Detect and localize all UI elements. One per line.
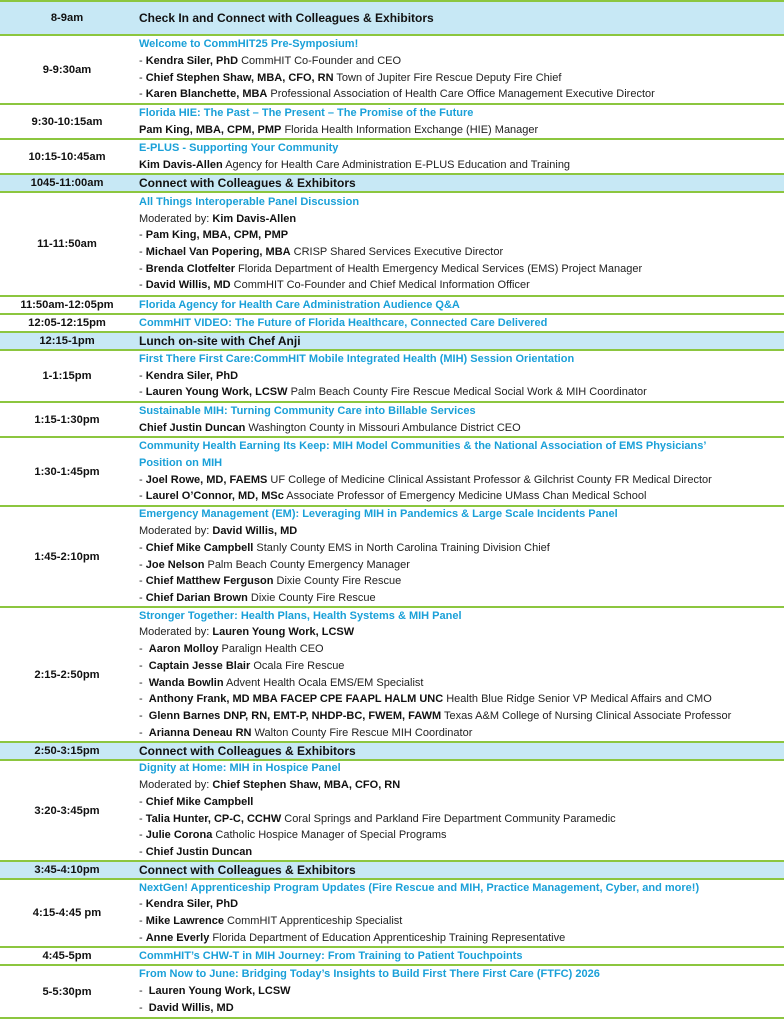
session-title: Position on MIH [139, 456, 223, 469]
speaker-prefix: - [139, 985, 149, 998]
speaker-name: Lauren Young Work, LCSW [145, 386, 288, 399]
session-title: Sustainable MIH: Turning Community Care into Billable Services [139, 404, 476, 417]
speaker-name: Chief Stephen Shaw, MBA, CFO, RN [145, 71, 334, 84]
speaker-description: Professional Association of Health Care Office Management Executive Director [267, 88, 655, 101]
speaker-name: David Willis, MD [212, 525, 298, 538]
speaker-line [139, 540, 784, 557]
speaker-name: Anne Everly [145, 931, 210, 944]
session-content [134, 193, 784, 295]
agenda-row-4-45-5pm [0, 946, 784, 964]
speaker-name: Brenda Clotfelter [145, 262, 235, 275]
agenda-row-3-45-4-10pm [0, 860, 784, 878]
speaker-prefix: - [139, 558, 146, 571]
session-content [134, 438, 784, 505]
speaker-description: Palm Beach County Emergency Manager [204, 558, 410, 571]
speaker-name: Pam King, MBA, CPM, PMP [139, 123, 282, 136]
agenda-row-11-50am-12-05pm [0, 295, 784, 313]
speaker-prefix: - [139, 709, 149, 722]
speaker-line [139, 557, 784, 574]
speaker-prefix: - [139, 71, 146, 84]
speaker-description: Town of Jupiter Fire Rescue Deputy Fire Chief [333, 71, 562, 84]
speaker-name: Kendra Siler, PhD [145, 898, 239, 911]
speaker-line [139, 777, 784, 794]
speaker-prefix: - [139, 541, 146, 554]
session-title: From Now to June: Bridging Today’s Insights to Build First There First Care (FTFC) 2026 [139, 968, 600, 981]
speaker-name: Laurel O’Connor, MD, MSc [145, 490, 284, 503]
speaker-line [139, 827, 784, 844]
speaker-line [139, 708, 784, 725]
speaker-line [139, 590, 784, 606]
speaker-prefix: - [139, 726, 149, 739]
agenda-row-1-45-2-10pm [0, 505, 784, 606]
session-title: CommHIT’s CHW-T in MIH Journey: From Training to Patient Touchpoints [139, 949, 523, 962]
speaker-prefix: - [139, 246, 146, 258]
session-content [134, 36, 784, 103]
agenda-row-2-15-2-50pm [0, 606, 784, 741]
time-slot: 11-11:50am [37, 238, 97, 250]
speaker-line [139, 658, 784, 675]
speaker-line [139, 277, 784, 294]
break-title: Check In and Connect with Colleagues & Exhibitors [139, 10, 434, 25]
speaker-name: Wanda Bowlin [148, 676, 224, 689]
speaker-prefix: - [139, 915, 146, 927]
session-title: Florida Agency for Health Care Administration Audience Q&A [139, 298, 460, 311]
session-content [134, 880, 784, 946]
agenda-row-12-15-1pm [0, 331, 784, 349]
speaker-name: Chief Mike Campbell [145, 541, 254, 554]
session-content [134, 297, 784, 313]
speaker-line [139, 70, 784, 87]
speaker-line [139, 157, 784, 174]
speaker-prefix: Moderated by: [139, 525, 213, 538]
session-title: First There First Care:CommHIT Mobile Integrated Health (MIH) Session Orientation [139, 352, 575, 365]
speaker-line [139, 913, 784, 930]
speaker-prefix: - [139, 575, 146, 588]
break-title: Connect with Colleagues & Exhibitors [139, 743, 356, 758]
speaker-prefix: Moderated by: [139, 212, 213, 225]
time-slot: 1:45-2:10pm [34, 550, 100, 563]
agenda-row-8-9am [0, 0, 784, 34]
speaker-prefix: Moderated by: [139, 779, 213, 792]
session-content [134, 761, 784, 860]
time-slot: 1:15-1:30pm [34, 413, 100, 426]
speaker-line [139, 368, 784, 385]
speaker-prefix: - [139, 279, 146, 292]
session-content [134, 948, 784, 964]
speaker-line [139, 624, 784, 641]
session-title: Stronger Together: Health Plans, Health Systems & MIH Panel [139, 609, 462, 622]
speaker-prefix: Moderated by: [139, 626, 213, 639]
speaker-line [139, 227, 784, 244]
time-slot: 1-1:15pm [42, 370, 92, 382]
time-slot: 3:20-3:45pm [34, 804, 100, 817]
agenda-row-3-20-3-45pm [0, 759, 784, 860]
speaker-prefix: - [139, 369, 146, 382]
speaker-line [139, 811, 784, 828]
speaker-description: Coral Springs and Parkland Fire Department Community Paramedic [281, 812, 616, 825]
session-title: Emergency Management (EM): Leveraging MIH in Pandemics & Large Scale Incidents Panel [139, 508, 618, 521]
speaker-prefix: - [139, 473, 146, 486]
speaker-line [139, 983, 784, 1000]
speaker-prefix: - [139, 795, 146, 808]
speaker-prefix: - [139, 676, 149, 689]
speaker-line [139, 384, 784, 401]
speaker-line [139, 1000, 784, 1017]
time-slot: 2:50-3:15pm [34, 745, 100, 757]
time-slot: 1045-11:00am [30, 177, 104, 189]
speaker-prefix: - [139, 490, 146, 503]
time-slot: 4:45-5pm [42, 950, 92, 962]
speaker-prefix: - [139, 931, 146, 944]
session-title: Florida HIE: The Past – The Present – The Promise of the Future [139, 106, 474, 119]
speaker-name: Anthony Frank, MD MBA FACEP CPE FAAPL HALM UNC [148, 693, 444, 706]
agenda-row-11-11-50am [0, 191, 784, 295]
session-content [134, 333, 784, 349]
speaker-prefix: - [139, 1001, 149, 1014]
speaker-line [139, 844, 784, 860]
speaker-prefix: - [139, 386, 146, 399]
speaker-prefix: - [139, 898, 146, 911]
time-slot: 11:50am-12:05pm [20, 299, 114, 311]
session-title: E-PLUS - Supporting Your Community [139, 141, 339, 154]
session-content [134, 175, 784, 191]
speaker-description: CommHIT Co-Founder and CEO [238, 54, 402, 67]
time-slot: 2:15-2:50pm [34, 668, 100, 681]
session-title: NextGen! Apprenticeship Program Updates (Fire Rescue and MIH, Practice Management, Cyber, and more!) [139, 881, 700, 894]
speaker-name: Kendra Siler, PhD [145, 369, 239, 382]
speaker-description: Advent Health Ocala EMS/EM Specialist [223, 676, 424, 689]
speaker-name: Michael Van Popering, MBA [145, 246, 291, 258]
time-slot: 9-9:30am [42, 63, 92, 76]
speaker-prefix: - [139, 643, 149, 656]
speaker-name: Chief Darian Brown [145, 591, 248, 604]
speaker-line [139, 675, 784, 692]
speaker-description: Walton County Fire Rescue MIH Coordinator [251, 726, 473, 739]
speaker-prefix: - [139, 829, 146, 842]
speaker-name: Joel Rowe, MD, FAEMS [145, 473, 268, 486]
speaker-line [139, 725, 784, 741]
speaker-name: Lauren Young Work, LCSW [212, 626, 355, 639]
speaker-name: Lauren Young Work, LCSW [148, 985, 291, 998]
time-slot: 5-5:30pm [42, 985, 92, 998]
speaker-description: CommHIT Apprenticeship Specialist [224, 915, 403, 927]
speaker-name: Kendra Siler, PhD [145, 54, 239, 67]
break-title: Lunch on-site with Chef Anji [139, 333, 301, 348]
speaker-description: Health Blue Ridge Senior VP Medical Affairs and CMO [443, 693, 712, 706]
session-title: All Things Interoperable Panel Discussion [139, 195, 360, 208]
speaker-description: Florida Department of Health Emergency Medical Services (EMS) Project Manager [234, 262, 643, 275]
time-slot: 8-9am [50, 12, 84, 24]
speaker-line [139, 896, 784, 913]
speaker-prefix: - [139, 659, 149, 672]
speaker-prefix: - [139, 54, 146, 67]
speaker-prefix: - [139, 591, 146, 604]
agenda-row-2-50-3-15pm [0, 741, 784, 759]
speaker-name: Chief Stephen Shaw, MBA, CFO, RN [212, 779, 401, 792]
speaker-description: Associate Professor of Emergency Medicine UMass Chan Medical School [283, 490, 647, 503]
speaker-name: Aaron Molloy [148, 643, 219, 656]
speaker-name: Kim Davis-Allen [212, 212, 297, 225]
session-content [134, 351, 784, 401]
session-title: Welcome to CommHIT25 Pre-Symposium! [139, 38, 359, 51]
speaker-name: David Willis, MD [148, 1001, 234, 1014]
speaker-line [139, 930, 784, 946]
speaker-name: Chief Matthew Ferguson [145, 575, 274, 588]
agenda-row-1045-11-00am [0, 173, 784, 191]
speaker-name: Karen Blanchette, MBA [145, 88, 268, 101]
time-slot: 1:30-1:45pm [34, 465, 100, 478]
speaker-description: Paralign Health CEO [218, 643, 324, 656]
agenda-row-9-30-10-15am [0, 103, 784, 138]
speaker-name: Mike Lawrence [145, 915, 224, 927]
speaker-name: Joe Nelson [145, 558, 205, 571]
speaker-name: Julie Corona [145, 829, 213, 842]
session-title: CommHIT VIDEO: The Future of Florida Healthcare, Connected Care Delivered [139, 316, 548, 329]
speaker-description: Texas A&M College of Nursing Clinical Associate Professor [441, 709, 732, 722]
agenda-row-1-30-1-45pm [0, 436, 784, 505]
speaker-line [139, 122, 784, 139]
session-content [134, 140, 784, 173]
speaker-description: Florida Department of Education Apprenticeship Training Representative [209, 931, 566, 944]
speaker-name: Arianna Deneau RN [148, 726, 252, 739]
agenda-row-1-15-1-30pm [0, 401, 784, 436]
agenda-row-9-9-30am [0, 34, 784, 103]
speaker-name: Chief Justin Duncan [139, 421, 246, 434]
speaker-name: Talia Hunter, CP-C, CCHW [145, 812, 282, 825]
speaker-name: Chief Mike Campbell [145, 795, 254, 808]
session-content [134, 608, 784, 741]
speaker-name: Glenn Barnes DNP, RN, EMT-P, NHDP-BC, FWEM, FAWM [148, 709, 442, 722]
speaker-prefix: - [139, 845, 146, 858]
speaker-line [139, 573, 784, 590]
session-content [134, 966, 784, 1017]
session-title: Community Health Earning Its Keep: MIH Model Communities & the National Association of EMS Physicians’ [139, 440, 707, 453]
session-content [134, 743, 784, 759]
speaker-description: Ocala Fire Rescue [250, 659, 345, 672]
speaker-description: Florida Health Information Exchange (HIE) Manager [281, 123, 539, 136]
speaker-line [139, 641, 784, 658]
speaker-line [139, 261, 784, 278]
speaker-line [139, 211, 784, 228]
agenda-row-12-05-12-15pm [0, 313, 784, 331]
speaker-prefix: - [139, 229, 146, 242]
agenda-row-5-5-30pm [0, 964, 784, 1019]
speaker-description: Agency for Health Care Administration E-PLUS Education and Training [222, 158, 571, 171]
speaker-line [139, 472, 784, 489]
break-title: Connect with Colleagues & Exhibitors [139, 175, 356, 190]
speaker-line [139, 420, 784, 437]
speaker-prefix: - [139, 88, 146, 101]
speaker-description: UF College of Medicine Clinical Assistant Professor & Gilchrist County FR Medical Director [267, 473, 712, 486]
speaker-line [139, 488, 784, 505]
speaker-description: Palm Beach County Fire Rescue Medical Social Work & MIH Coordinator [287, 386, 647, 399]
speaker-description: Catholic Hospice Manager of Special Programs [212, 829, 447, 842]
time-slot: 12:05-12:15pm [28, 317, 106, 329]
speaker-line [139, 86, 784, 103]
speaker-line [139, 244, 784, 261]
agenda-row-1-1-15pm [0, 349, 784, 401]
time-slot: 4:15-4:45 pm [32, 907, 102, 919]
session-content [134, 105, 784, 138]
session-content [134, 2, 784, 34]
time-slot: 12:15-1pm [39, 335, 95, 347]
session-content [134, 315, 784, 331]
session-content [134, 862, 784, 878]
speaker-description: Dixie County Fire Rescue [247, 591, 376, 604]
speaker-name: Captain Jesse Blair [148, 659, 251, 672]
break-title: Connect with Colleagues & Exhibitors [139, 862, 356, 877]
speaker-line [139, 53, 784, 70]
speaker-prefix: - [139, 262, 146, 275]
speaker-name: Kim Davis-Allen [139, 158, 223, 171]
speaker-description: Stanly County EMS in North Carolina Training Division Chief [253, 541, 550, 554]
speaker-line [139, 691, 784, 708]
session-content [134, 403, 784, 436]
agenda-row-4-15-4-45-pm [0, 878, 784, 946]
speaker-description: Washington County in Missouri Ambulance District CEO [245, 421, 521, 434]
speaker-name: David Willis, MD [145, 279, 231, 292]
speaker-name: Chief Justin Duncan [145, 845, 253, 858]
speaker-prefix: - [139, 693, 149, 706]
time-slot: 3:45-4:10pm [34, 864, 100, 876]
speaker-description: CommHIT Co-Founder and Chief Medical Information Officer [230, 279, 530, 292]
speaker-prefix: - [139, 812, 146, 825]
speaker-name: Pam King, MBA, CPM, PMP [145, 229, 289, 242]
session-title: Dignity at Home: MIH in Hospice Panel [139, 762, 341, 775]
time-slot: 9:30-10:15am [31, 115, 103, 128]
agenda-row-10-15-10-45am [0, 138, 784, 173]
speaker-line [139, 523, 784, 540]
speaker-description: Dixie County Fire Rescue [273, 575, 402, 588]
session-content [134, 507, 784, 606]
speaker-line [139, 794, 784, 811]
time-slot: 10:15-10:45am [28, 150, 106, 163]
speaker-description: CRISP Shared Services Executive Director [290, 246, 504, 258]
